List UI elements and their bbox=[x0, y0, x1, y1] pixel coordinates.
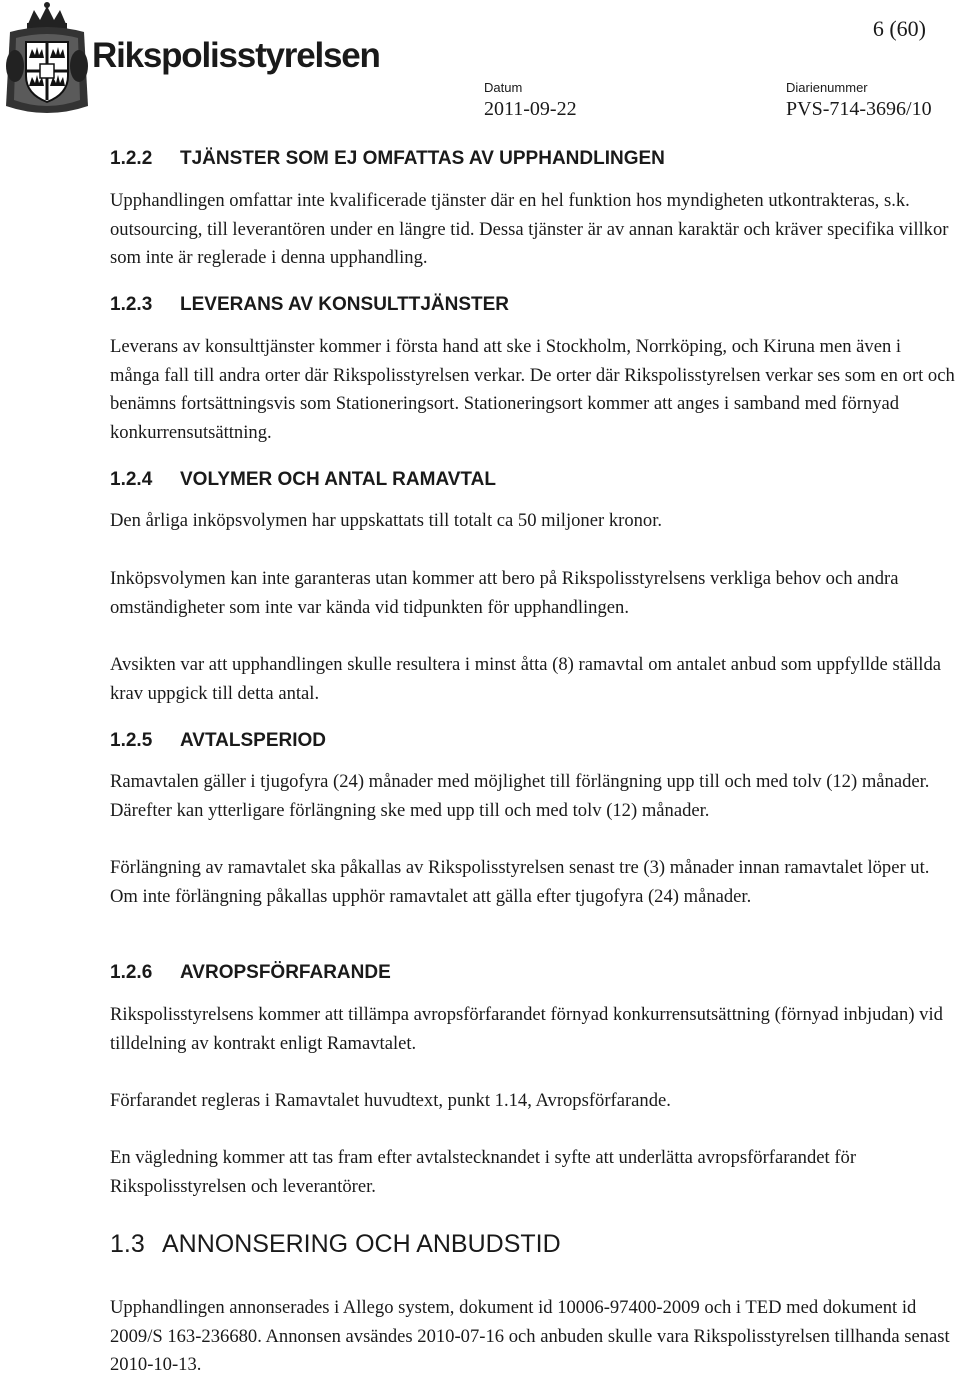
paragraph: Den årliga inköpsvolymen har uppskattats till totalt ca 50 miljoner kronor. bbox=[110, 510, 663, 531]
section-heading bbox=[110, 962, 391, 984]
paragraph: Avsikten var att upphandlingen skulle resultera i minst åtta (8) ramavtal om antalet anbud som uppfyllde ställda krav uppgick till detta antal. bbox=[110, 654, 941, 704]
swedish-crest-icon bbox=[2, 2, 92, 120]
org-name: Rikspolisstyrelsen bbox=[92, 36, 380, 75]
paragraph: Rikspolisstyrelsens kommer att tillämpa avropsförfarandet förnyad konkurrensutsättning (förnyad inbjudan) vid tilldelning av kontrakt enligt Ramavtalet. bbox=[110, 1004, 943, 1054]
date-value: 2011-09-22 bbox=[484, 98, 577, 120]
section-title: TJÄNSTER SOM EJ OMFATTAS AV UPPHANDLINGEN bbox=[180, 148, 665, 169]
section-title: AVTALSPERIOD bbox=[180, 730, 327, 751]
section-title: LEVERANS AV KONSULTTJÄNSTER bbox=[180, 294, 510, 315]
paragraph: Ramavtalen gäller i tjugofyra (24) månader med möjlighet till förlängning upp till och med tolv (12) månader. Därefter kan ytterligare förlängning ske med upp till och med tolv (12) månader. bbox=[110, 771, 930, 821]
paragraph: Upphandlingen annonserades i Allego system, dokument id 10006-97400-2009 och i TED med dokument id 2009/S 163-236680. Annonsen avsändes 2010-07-16 och anbuden skulle vara Rikspolisstyrelsen tillhanda senast 2010-10-13. bbox=[110, 1297, 950, 1375]
section-heading bbox=[110, 294, 509, 316]
section-heading bbox=[110, 469, 496, 491]
section-number: 1.3 bbox=[110, 1230, 145, 1258]
section-heading bbox=[110, 730, 326, 752]
section-number: 1.2.4 bbox=[110, 469, 153, 490]
section-heading bbox=[110, 148, 665, 170]
reg-label: Diarienummer bbox=[786, 80, 868, 95]
main-section-heading bbox=[110, 1230, 561, 1259]
paragraph: Inköpsvolymen kan inte garanteras utan kommer att bero på Rikspolisstyrelsens verkliga behov och andra omständigheter som inte var kända vid tidpunkten för upphandlingen. bbox=[110, 568, 899, 618]
section-number: 1.2.5 bbox=[110, 730, 153, 751]
paragraph: Upphandlingen omfattar inte kvalificerade tjänster där en hel funktion hos myndigheten utkontrakteras, s.k. outsourcing, till leverantören under en längre tid. Dessa tjänster är av annan karaktär och kräver specifika villkor som inte är reglerade i denna upphandling. bbox=[110, 190, 949, 268]
paragraph: Leverans av konsulttjänster kommer i första hand att ske i Stockholm, Norrköping, och Kiruna men även i många fall till andra orter där Rikspolisstyrelsen verkar. De orter där Rikspolisstyrelsen verkar ses som en ort och benämns fortsättningsvis som Stationeringsort. Stationeringsort kommer att anges i samband med förnyad konkurrensutsättning. bbox=[110, 336, 955, 443]
page-number: 6 (60) bbox=[872, 16, 926, 41]
section-title: ANNONSERING OCH ANBUDSTID bbox=[162, 1230, 561, 1258]
section-number: 1.2.2 bbox=[110, 148, 153, 169]
paragraph: Förlängning av ramavtalet ska påkallas av Rikspolisstyrelsen senast tre (3) månader innan ramavtalet löper ut. Om inte förlängning påkallas upphör ramavtalet att gälla efter tjugofyra (24) månader. bbox=[110, 857, 930, 907]
date-label: Datum bbox=[484, 80, 523, 95]
section-number: 1.2.3 bbox=[110, 294, 153, 315]
section-title: VOLYMER OCH ANTAL RAMAVTAL bbox=[180, 469, 496, 490]
reg-value: PVS-714-3696/10 bbox=[786, 98, 932, 120]
section-title: AVROPSFÖRFARANDE bbox=[180, 962, 391, 983]
paragraph: Förfarandet regleras i Ramavtalet huvudtext, punkt 1.14, Avropsförfarande. bbox=[110, 1090, 671, 1111]
paragraph: En vägledning kommer att tas fram efter avtalstecknandet i syfte att underlätta avropsförfarandet för Rikspolisstyrelsen och leverantörer. bbox=[110, 1147, 857, 1197]
section-number: 1.2.6 bbox=[110, 962, 153, 983]
